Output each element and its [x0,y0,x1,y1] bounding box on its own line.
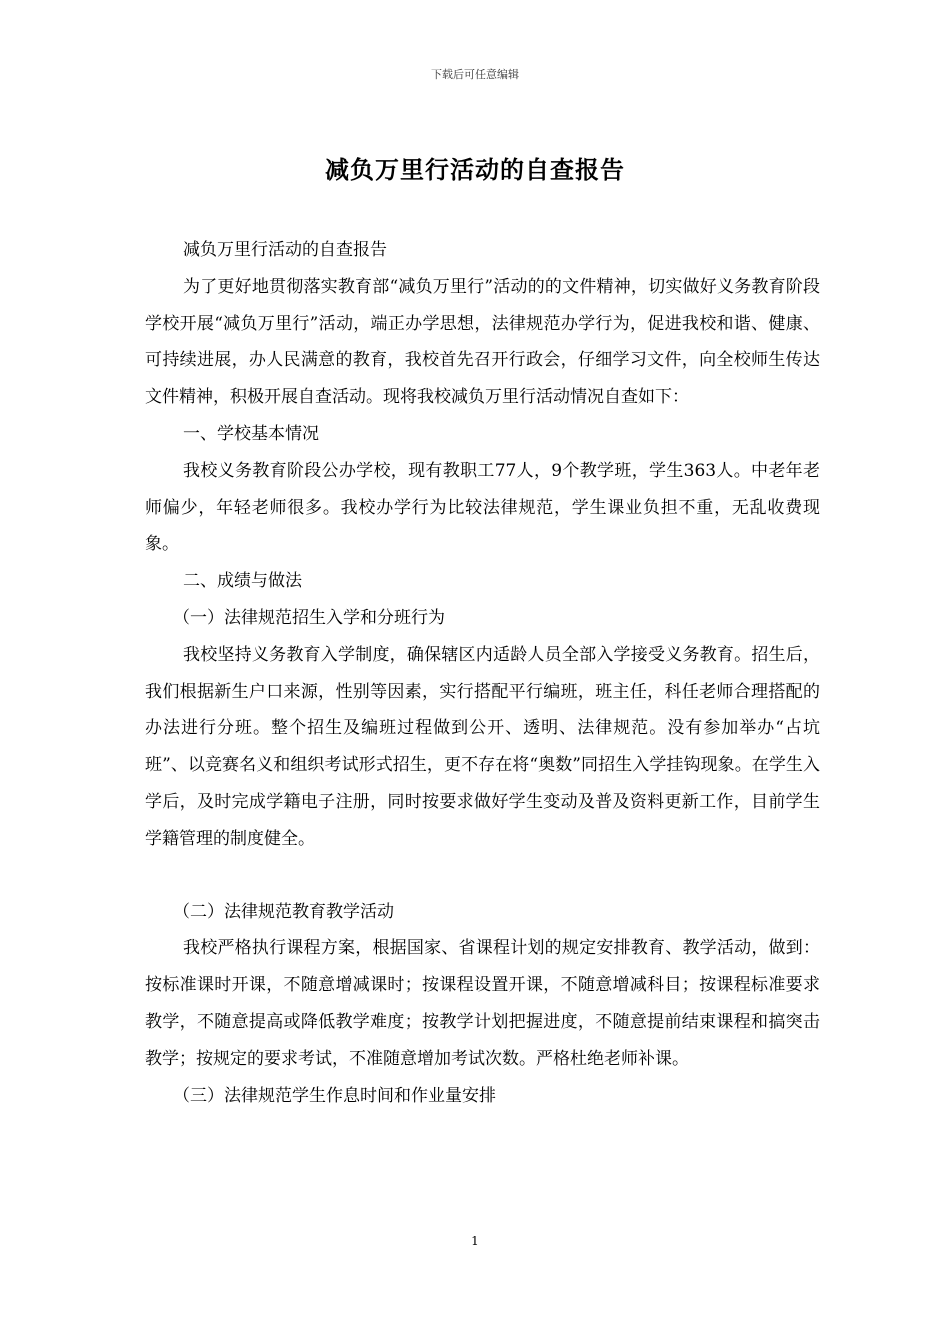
paragraph-intro: 为了更好地贯彻落实教育部“减负万里行”活动的的文件精神，切实做好义务教育阶段学校开展“减负万里行”活动，端正办学思想，法律规范办学行为，促进我校和谐、健康、可持续进展，办人民满意的教育，我校首先召开行政会，仔细学习文件，向全校师生传达文件精神，积极开展自查活动。现将我校减负万里行活动情况自查如下： [145,276,820,408]
paragraph-enrollment: 我校坚持义务教育入学制度，确保辖区内适龄人员全部入学接受义务教育。招生后，我们根据新生户口来源，性别等因素，实行搭配平行编班，班主任，科任老师合理搭配的办法进行分班。整个招生及编班过程做到公开、透明、法律规范。没有参加举办“占坑班”、以竞赛名义和组织考试形式招生，更不存在将“奥数”同招生入学挂钩现象。在学生入学后，及时完成学籍电子注册，同时按要求做好学生变动及普及资料更新工作，目前学生学籍管理的制度健全。 [145,644,820,849]
subsection-heading-schedule: （三）法律规范学生作息时间和作业量安排 [173,1085,496,1106]
section-heading-basic-info: 一、学校基本情况 [183,423,319,444]
header-note: 下载后可任意编辑 [431,68,519,81]
blank-line [145,858,820,894]
paragraph-teaching: 我校严格执行课程方案，根据国家、省课程计划的规定安排教育、教学活动，做到：按标准课时开课，不随意增减课时；按课程设置开课，不随意增减科目；按课程标准要求教学，不随意提高或降低教学难度；按教学计划把握进度，不随意提前结束课程和搞突击教学；按规定的要求考试，不准随意增加考试次数。严格杜绝老师补课。 [145,938,820,1069]
subsection-heading-teaching: （二）法律规范教育教学活动 [173,901,394,922]
page-number: 1 [471,1234,479,1248]
document-body [145,232,820,1114]
subsection-heading-enrollment: （一）法律规范招生入学和分班行为 [173,607,445,628]
paragraph-subtitle: 减负万里行活动的自查报告 [183,240,387,260]
section-heading-achievements: 二、成绩与做法 [183,571,302,592]
paragraph-basic-info: 我校义务教育阶段公办学校，现有教职工77人，9个教学班，学生363人。中老年老师偏少，年轻老师很多。我校办学行为比较法律规范，学生课业负担不重，无乱收费现象。 [145,460,820,555]
document-title: 减负万里行活动的自查报告 [325,156,625,184]
